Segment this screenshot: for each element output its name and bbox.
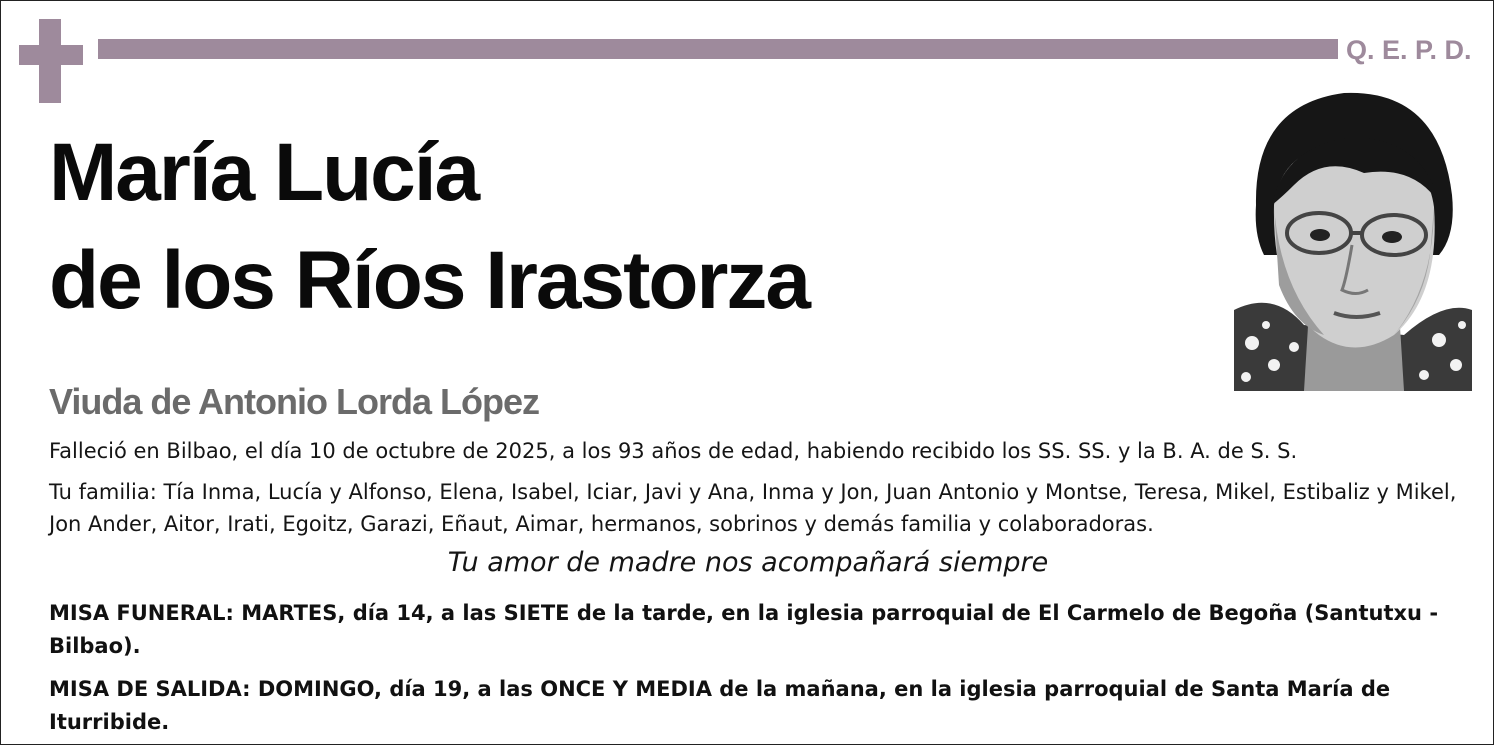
departure-mass: MISA DE SALIDA: DOMINGO, día 19, a las ONCE Y MEDIA de la mañana, en la iglesia parroquial de Santa María de Iturribide. [49, 677, 1391, 734]
widow-of-line: Viuda de Antonio Lorda López [49, 381, 539, 422]
qepd-label: Q. E. P. D. [1346, 35, 1472, 65]
name-line-2: de los Ríos Irastorza [49, 235, 810, 326]
portrait-photo [1234, 85, 1472, 391]
name-line-1: María Lucía [49, 127, 479, 218]
header-bar [98, 39, 1338, 59]
death-notice: Falleció en Bilbao, el día 10 de octubre de 2025, a los 93 años de edad, habiendo recibido los SS. SS. y la B. A. de S. S. [49, 439, 1298, 463]
memorial-quote: Tu amor de madre nos acompañará siempre [447, 547, 1049, 578]
deceased-name [49, 119, 1199, 335]
funeral-mass: MISA FUNERAL: MARTES, día 14, a las SIETE de la tarde, en la iglesia parroquial de El Carmelo de Begoña (Santutxu - Bilbao). [49, 601, 1439, 658]
family-list: Tu familia: Tía Inma, Lucía y Alfonso, Elena, Isabel, Iciar, Javi y Ana, Inma y Jon, Juan Antonio y Montse, Teresa, Mikel, Estibaliz y Mikel, Jon Ander, Aitor, Irati, Egoitz, Garazi, Eñaut, Aimar, hermanos, sobrinos y demás familia y colaboradoras. [49, 480, 1457, 536]
cross-icon [19, 19, 83, 103]
